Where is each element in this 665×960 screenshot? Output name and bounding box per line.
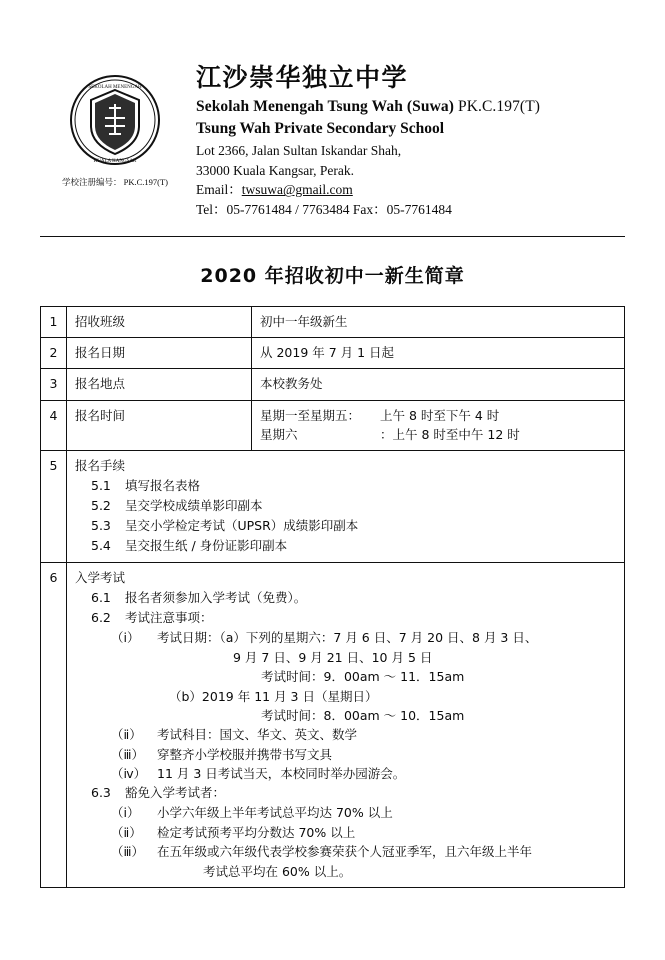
school-identity bbox=[190, 62, 625, 220]
item-text: 在五年级或六年级代表学校参赛荣获个人冠亚季军，且六年级上半年 bbox=[157, 844, 533, 860]
item-text: 报名者须参加入学考试（免费）。 bbox=[125, 590, 307, 606]
section-heading: 报名手续 bbox=[75, 458, 126, 474]
list-item bbox=[111, 842, 616, 861]
schedule-weekday bbox=[260, 406, 616, 425]
email-label: Email： bbox=[196, 182, 242, 198]
row-value: 从 2019 年 7 月 1 日起 bbox=[252, 337, 625, 368]
exemption-block bbox=[75, 783, 616, 803]
schedule-saturday-hours: ：上午 8 时至中午 12 时 bbox=[380, 427, 520, 443]
letterhead bbox=[40, 0, 625, 220]
item-text: 考试日期：（a）下列的星期六：7 月 6 日、7 月 20 日、8 月 3 日、 bbox=[157, 630, 538, 646]
row-number: 3 bbox=[41, 369, 67, 400]
list-item bbox=[91, 608, 616, 628]
row-number: 4 bbox=[41, 400, 67, 451]
item-key: （ⅱ） bbox=[111, 727, 142, 743]
schedule-saturday bbox=[260, 425, 616, 444]
list-item bbox=[111, 725, 616, 744]
table-row bbox=[41, 306, 625, 337]
row-label: 报名地点 bbox=[67, 369, 252, 400]
item-text: 检定考试预考平均分数达 70% 以上 bbox=[157, 824, 356, 840]
table-row bbox=[41, 400, 625, 451]
exam-list bbox=[75, 588, 616, 628]
item-text: 穿整齐小学校服并携带书写文具 bbox=[157, 746, 333, 762]
address-line-2: 33000 Kuala Kangsar, Perak. bbox=[196, 162, 355, 178]
list-item bbox=[111, 823, 616, 842]
page-title: 2020 年招收初中一新生简章 bbox=[200, 264, 465, 287]
item-key: 5.2 bbox=[91, 498, 111, 514]
exemption-item-3-line-2: 考试总平均在 60% 以上。 bbox=[203, 863, 352, 879]
item-key: （ⅰ） bbox=[111, 805, 140, 821]
email-line bbox=[196, 180, 625, 200]
list-item bbox=[91, 516, 616, 536]
list-item bbox=[91, 588, 616, 608]
header-divider bbox=[40, 236, 625, 237]
school-registration-caption: 学校注册编号： PK.C.197(T) bbox=[61, 177, 168, 187]
row-label: 报名日期 bbox=[67, 337, 252, 368]
school-name-malay bbox=[196, 97, 625, 118]
school-registration-code: PK.C.197(T) bbox=[454, 97, 541, 115]
row-number: 1 bbox=[41, 306, 67, 337]
list-item bbox=[91, 783, 616, 803]
crest-block bbox=[40, 62, 190, 188]
item-text: 豁免入学考试者： bbox=[125, 785, 226, 801]
list-item bbox=[111, 803, 616, 822]
exam-time-line-1: 考试时间：9．00am ～ 11．15am bbox=[261, 669, 465, 685]
school-name-english: Tsung Wah Private Secondary School bbox=[196, 119, 445, 137]
exam-date-option-b: （b）2019 年 11 月 3 日（星期日） bbox=[169, 688, 378, 704]
item-key: 6.2 bbox=[91, 610, 111, 626]
schedule-saturday-day: 星期六 bbox=[260, 427, 298, 443]
item-text: 呈交学校成绩单影印副本 bbox=[125, 498, 263, 514]
table-row bbox=[41, 451, 625, 563]
schedule-weekday-hours: 上午 8 时至下午 4 时 bbox=[380, 407, 500, 423]
row-number: 5 bbox=[41, 451, 67, 563]
item-text: 考试科目：国文、华文、英文、数学 bbox=[157, 727, 358, 743]
row-value: 初中一年级新生 bbox=[252, 306, 625, 337]
exam-date-line-2: 9 月 7 日、9 月 21 日、10 月 5 日 bbox=[233, 649, 433, 665]
item-text: 呈交报生纸 / 身份证影印副本 bbox=[125, 538, 288, 554]
row-number: 2 bbox=[41, 337, 67, 368]
item-key: 5.3 bbox=[91, 518, 111, 534]
school-name-chinese: 江沙崇华独立中学 bbox=[196, 63, 409, 92]
list-item bbox=[111, 628, 616, 647]
exemption-list bbox=[75, 803, 616, 881]
item-key: （ⅲ） bbox=[111, 746, 144, 762]
table-row bbox=[41, 337, 625, 368]
exam-notes-list bbox=[75, 628, 616, 783]
phone-line: Tel：05-7761484 / 7763484 Fax：05-7761484 bbox=[196, 202, 452, 218]
svg-text:KUALA KANGSAR: KUALA KANGSAR bbox=[93, 159, 137, 164]
list-item bbox=[111, 764, 616, 783]
section-heading: 入学考试 bbox=[75, 570, 126, 586]
schedule-weekday-days: 星期一至星期五： bbox=[260, 407, 361, 423]
item-key: （ⅲ） bbox=[111, 844, 144, 860]
item-text: 小学六年级上半年考试总平均达 70% 以上 bbox=[157, 805, 393, 821]
school-crest-icon bbox=[69, 74, 161, 166]
exam-time-line-2: 考试时间：8．00am ～ 10．15am bbox=[261, 707, 465, 723]
row-label: 招收班级 bbox=[67, 306, 252, 337]
svg-text:SEKOLAH MENENGAH: SEKOLAH MENENGAH bbox=[88, 85, 142, 90]
address-line-1: Lot 2366, Jalan Sultan Iskandar Shah, bbox=[196, 143, 402, 159]
school-name-malay-text: Sekolah Menengah Tsung Wah (Suwa) bbox=[196, 97, 454, 115]
item-key: 5.1 bbox=[91, 478, 111, 494]
list-item bbox=[111, 745, 616, 764]
email-address[interactable]: twsuwa@gmail.com bbox=[241, 182, 353, 198]
row-number: 6 bbox=[41, 563, 67, 888]
item-text: 填写报名表格 bbox=[125, 478, 201, 494]
table-row bbox=[41, 369, 625, 400]
item-text: 考试注意事项： bbox=[125, 610, 213, 626]
item-key: 6.3 bbox=[91, 785, 111, 801]
row-value bbox=[252, 400, 625, 451]
row-label: 报名时间 bbox=[67, 400, 252, 451]
table-row bbox=[41, 563, 625, 888]
list-item bbox=[91, 536, 616, 556]
list-item bbox=[91, 496, 616, 516]
entrance-exam-cell bbox=[67, 563, 625, 888]
list-item bbox=[91, 476, 616, 496]
item-text: 11 月 3 日考试当天，本校同时举办园游会。 bbox=[157, 766, 406, 782]
item-key: 6.1 bbox=[91, 590, 111, 606]
item-text: 呈交小学检定考试（UPSR）成绩影印副本 bbox=[125, 518, 359, 534]
admission-info-table bbox=[40, 306, 625, 888]
procedure-list bbox=[75, 476, 616, 556]
item-key: （ⅱ） bbox=[111, 824, 142, 840]
item-key: （ⅰ） bbox=[111, 630, 140, 646]
item-key: （ⅳ） bbox=[111, 766, 147, 782]
item-key: 5.4 bbox=[91, 538, 111, 554]
registration-procedure-cell bbox=[67, 451, 625, 563]
row-value: 本校教务处 bbox=[252, 369, 625, 400]
